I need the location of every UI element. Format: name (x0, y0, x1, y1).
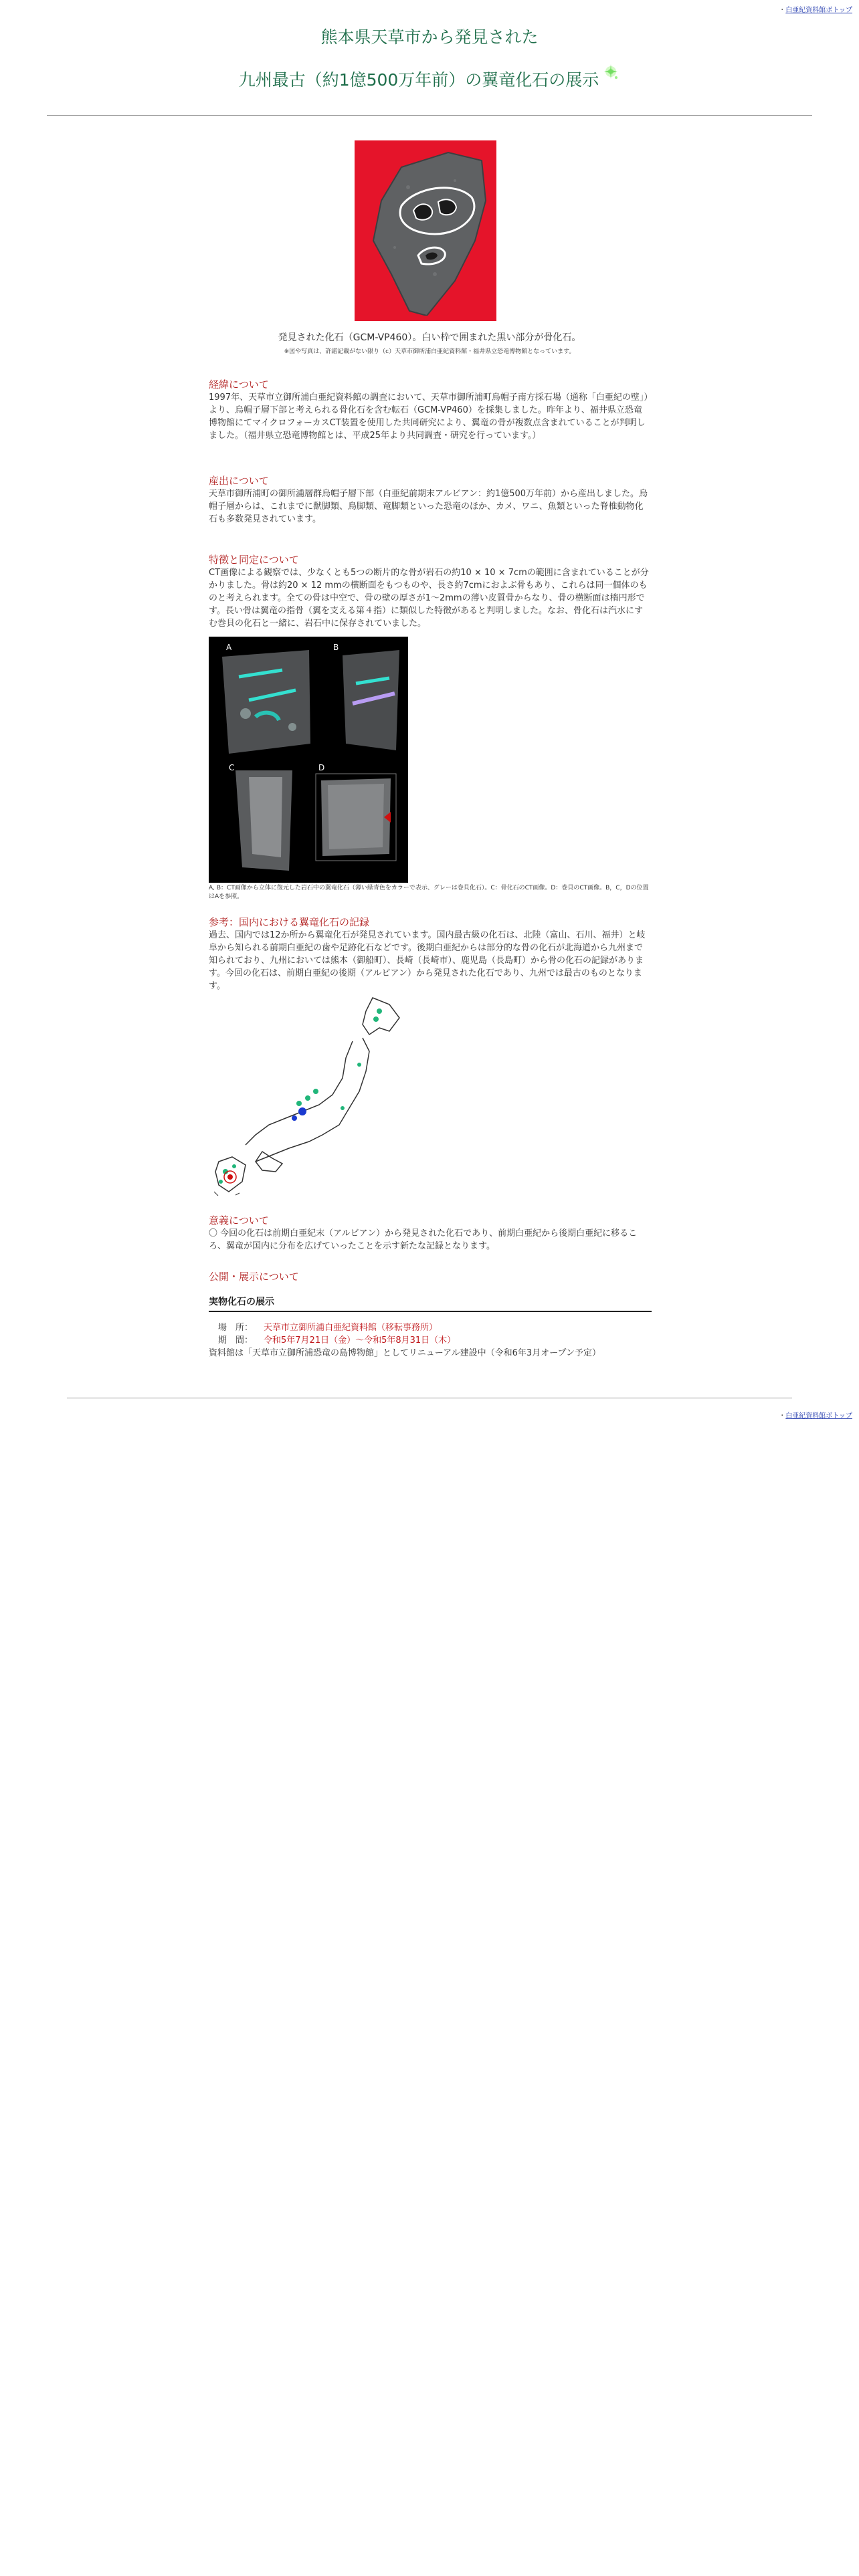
nav-bullet: ・ (779, 7, 786, 14)
exhibit-note: 資料館は「天草市立御所浦恐竜の島博物館」としてリニューアル建設中（令和6年3月オープン予定） (209, 1348, 601, 1358)
fossil-photo (355, 140, 496, 321)
exhibit-place-label: 場 所： (218, 1323, 254, 1333)
section-heading-features: 特徴と同定について (209, 554, 299, 566)
section-heading-reference: 参考：国内における翼竜化石の記録 (209, 916, 370, 928)
section-features (209, 552, 650, 630)
section-reference (209, 915, 650, 992)
section-heading-significance: 意義について (209, 1214, 269, 1226)
ct-label-c: C (229, 763, 235, 772)
section-body-occurrence: 天草市御所浦町の御所浦層群烏帽子層下部（白亜紀前期末アルビアン：約1億500万年前）から産出しました。烏帽子層からは、これまでに獣脚類、鳥脚類、竜脚類といった恐竜のほか、カメ、ワニ、魚類といった脊椎動物化石も多数発見されています。 (209, 489, 648, 524)
page-header (0, 24, 859, 91)
top-nav (779, 4, 852, 14)
ct-label-d: D (318, 763, 325, 772)
museum-top-link[interactable]: 白亜紀資料館ボトップ (785, 7, 852, 14)
section-significance (209, 1213, 650, 1253)
exhibit-title: 実物化石の展示 (209, 1295, 652, 1312)
section-heading-exhibition: 公開・展示について (209, 1271, 299, 1283)
bottom-nav (779, 1410, 852, 1420)
section-heading-background: 経緯について (209, 379, 269, 391)
exhibit-period-value: 令和5年7月21日（金）～令和5年8月31日（木） (264, 1335, 456, 1346)
section-occurrence (209, 473, 650, 526)
section-heading-occurrence: 産出について (209, 475, 269, 487)
exhibit-period-row (209, 1334, 652, 1347)
section-body-features: CT画像による観察では、少なくとも5つの断片的な骨が岩石の約10 × 10 × 7cmの範囲に含まれていることが分かりました。骨は約20 × 12 mmの横断面をもつものや、長さ約7cmにおよぶ骨もあり、これらは同一個体のものと考えられます。全ての骨は中空で、骨の壁の厚さが1〜2mmの薄い皮質骨からなり、骨の横断面は楕円形です。長い骨は翼竜の指骨（翼を支える第４指）に類似した特徴があると判明しました。なお、骨化石は汽水にすむ巻貝の化石と一緒に、岩石中に保存されていました。 (209, 568, 649, 629)
section-background (209, 377, 650, 442)
page-title-line2 (0, 67, 859, 91)
japan-pterosaur-map (209, 991, 409, 1198)
exhibit-place-value: 天草市立御所浦白亜紀資料館（移転事務所） (264, 1323, 438, 1333)
divider-top (47, 115, 812, 116)
section-exhibition (209, 1269, 650, 1283)
page-title-line1: 熊本県天草市から発見された (320, 27, 539, 47)
copyright-note: ※図や写真は、許諾記載がない限り（c）天草市御所浦白亜紀資料館・福井県立恐竜博物館となっています。 (284, 348, 575, 355)
ct-figure-caption: A, B：CT画像から立体に復元した岩石中の翼竜化石（薄い緑青色をカラーで表示、グレーは巻貝化石）。C：骨化石のCT画像。D：巻貝のCT画像。B，C，Dの位置はAを参照。 (209, 885, 649, 900)
exhibit-info (209, 1295, 652, 1360)
museum-top-link-bottom[interactable]: 白亜紀資料館ボトップ (785, 1412, 852, 1420)
section-body-significance: 〇 今回の化石は前期白亜紀末（アルビアン）から発見された化石であり、前期白亜紀から後期白亜紀に移るころ、翼竜が国内に分布を広げていったことを示す新たな記録となります。 (209, 1228, 638, 1251)
page-title-line2-text: 九州最古（約1億500万年前）の翼竜化石の展示 (238, 70, 599, 90)
exhibit-place-row (209, 1321, 652, 1334)
ct-scan-figure (209, 637, 408, 883)
sparkle-icon (601, 63, 620, 82)
exhibit-period-label: 期 間： (218, 1335, 254, 1346)
nav-bullet-bottom: ・ (779, 1412, 786, 1420)
section-body-reference: 過去、国内では12か所から翼竜化石が発見されています。国内最古級の化石は、北陸（富山、石川、福井）と岐阜から知られる前期白亜紀の歯や足跡化石などです。後期白亜紀からは部分的な骨の化石が北海道から九州まで知られており、九州においては熊本（御船町）、長崎（長崎市）、鹿児島（長島町）から骨の化石の記録があります。今回の化石は、前期白亜紀の後期（アルビアン）から発見された化石であり、九州では最古のものとなります。 (209, 930, 646, 991)
ct-label-a: A (226, 643, 232, 652)
section-body-background: 1997年、天草市立御所浦白亜紀資料館の調査において、天草市御所浦町烏帽子南方採石場（通称「白亜紀の壁」）より、烏帽子層下部と考えられる骨化石を含む転石（GCM-VP460）を採集しました。昨年より、福井県立恐竜博物館にてマイクロフォーカスCT装置を使用した共同研究により、翼竜の骨が複数点含まれていることが判明しました。（福井県立恐竜博物館とは、平成25年より共同調査・研究を行っています。） (209, 393, 648, 441)
photo-caption: 発見された化石（GCM-VP460）。白い枠で囲まれた黒い部分が骨化石。 (278, 332, 581, 343)
ct-label-b: B (333, 643, 339, 652)
